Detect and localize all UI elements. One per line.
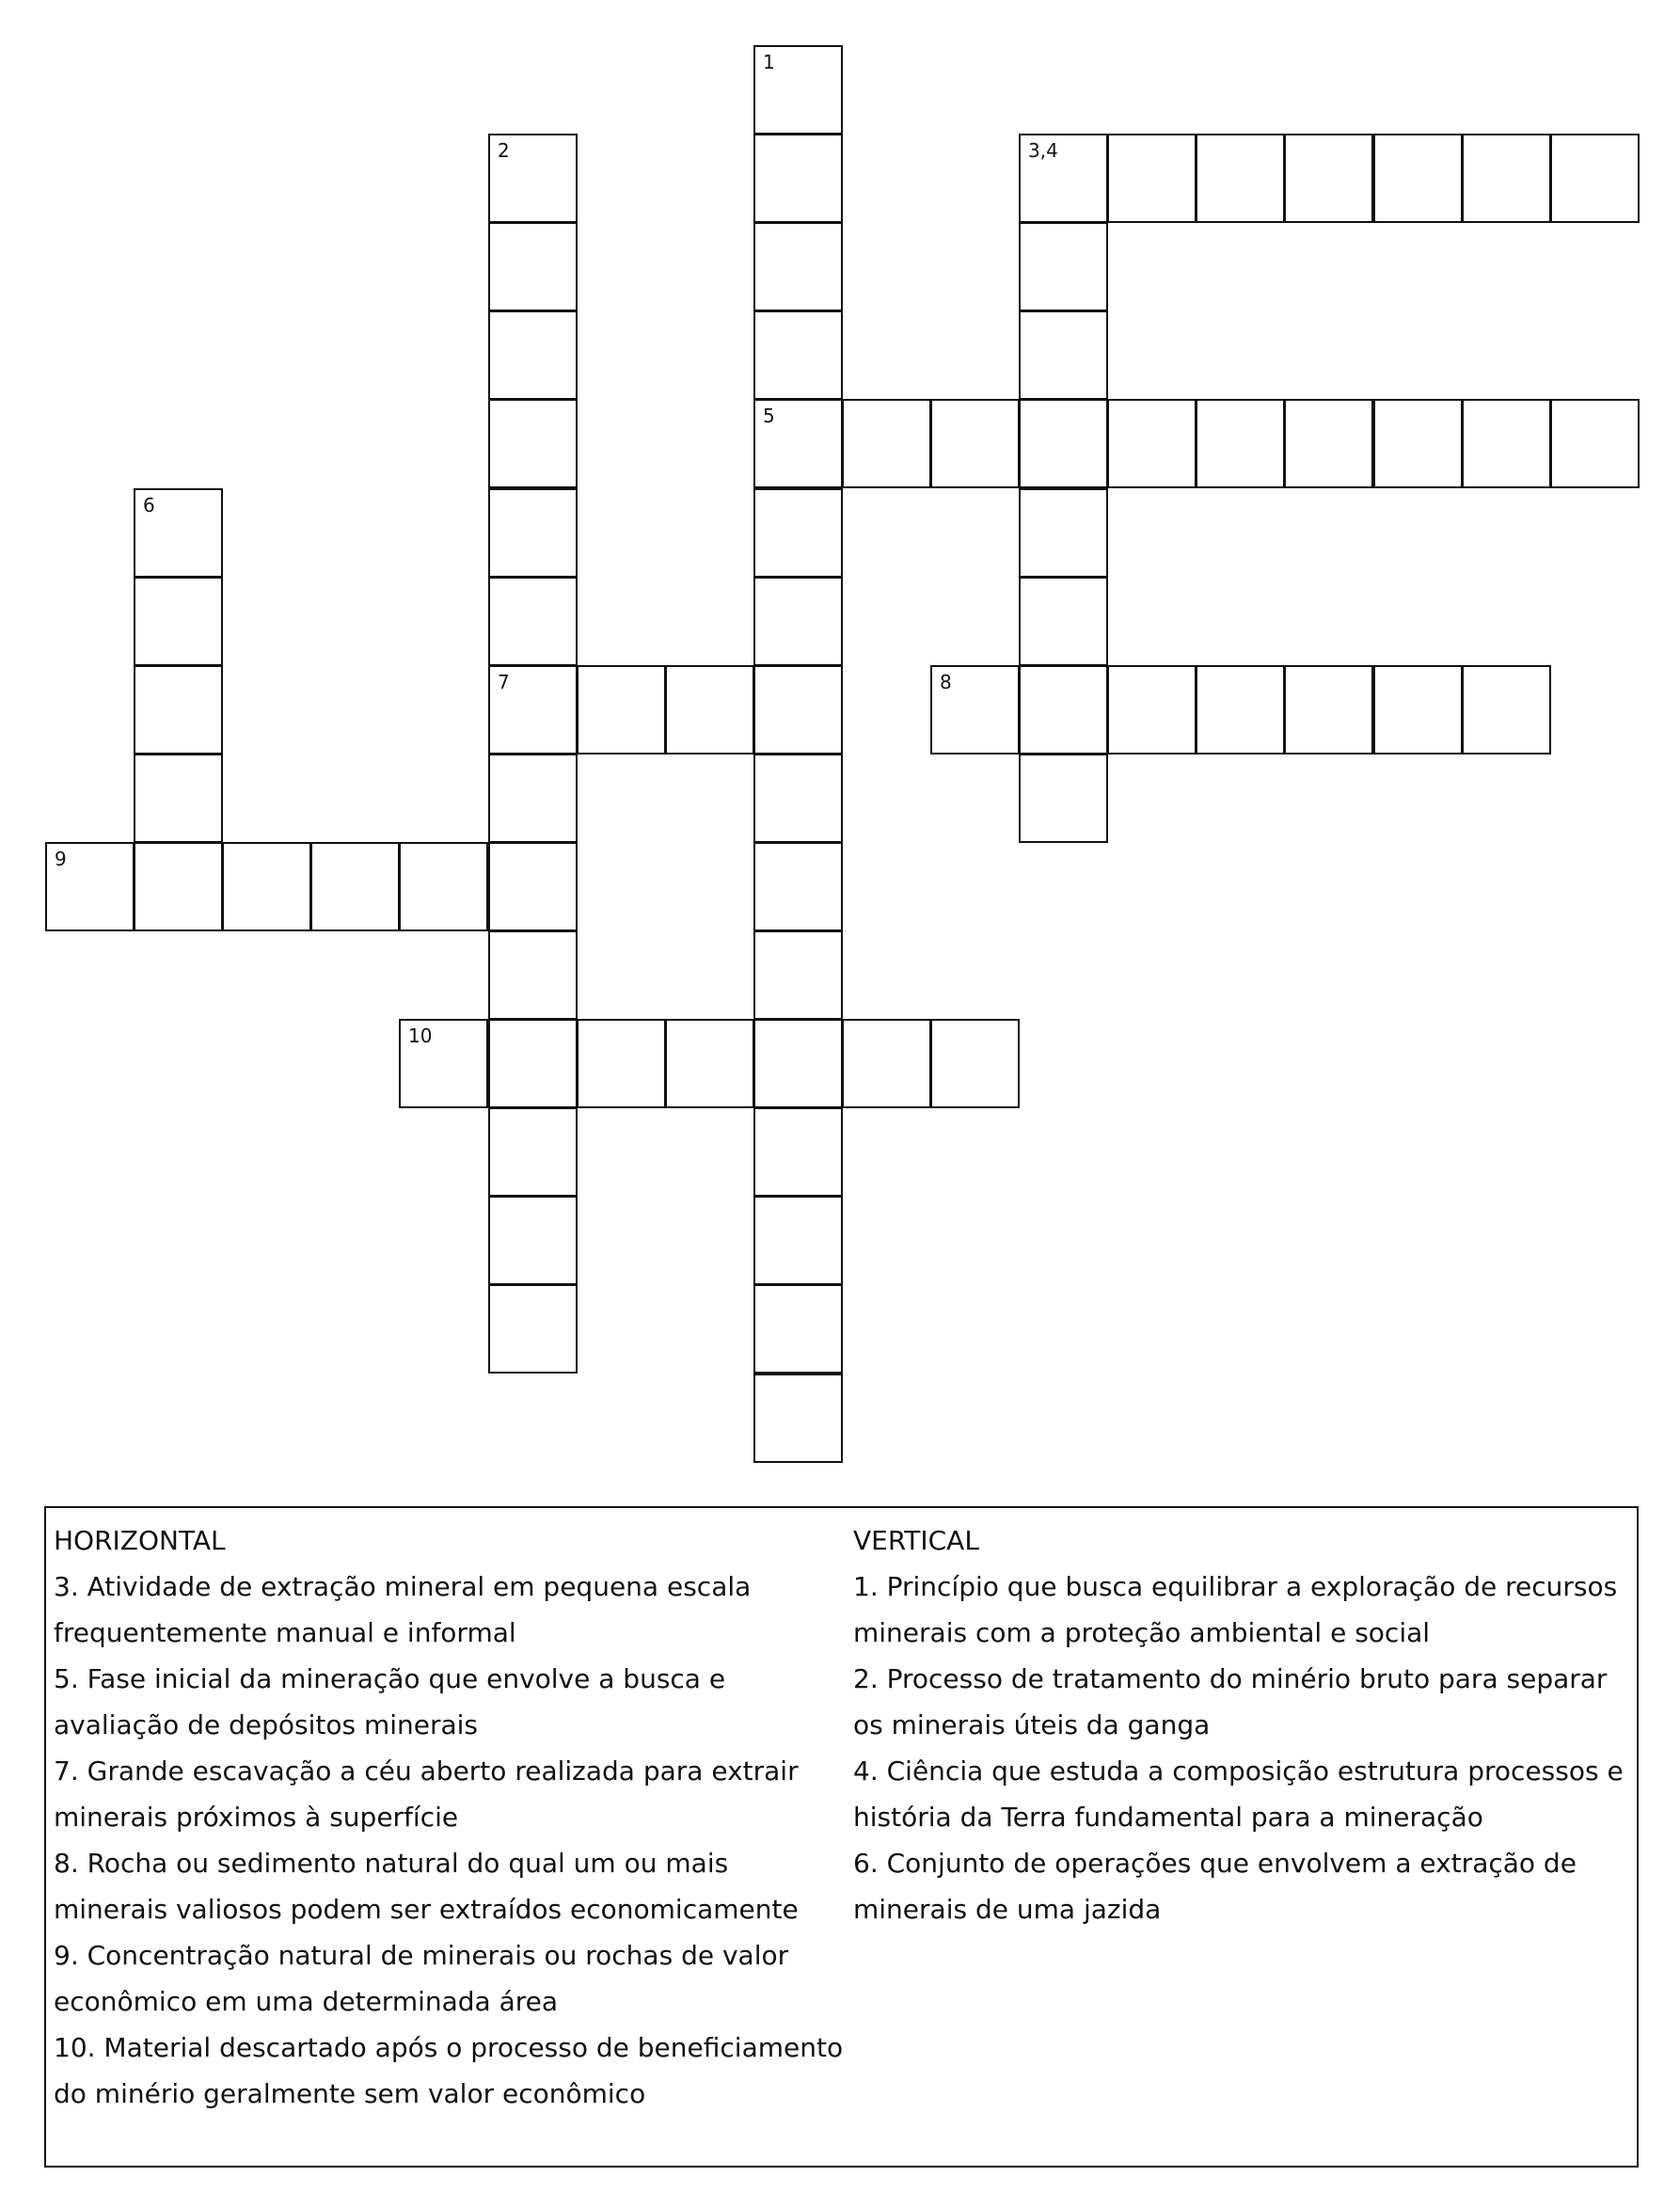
grid-cell[interactable] <box>1462 665 1551 755</box>
clue-number: 7 <box>498 671 510 693</box>
grid-cell[interactable] <box>1019 222 1108 311</box>
clue-number: 5 <box>763 405 775 427</box>
grid-cell[interactable] <box>753 134 843 223</box>
grid-cell[interactable] <box>45 842 135 931</box>
grid-cell[interactable] <box>1019 577 1108 666</box>
clue-horizontal-5: 5. Fase inicial da mineração que envolve a busca e avaliação de depósitos minerais <box>54 1663 726 1740</box>
clue-number: 6 <box>143 494 155 516</box>
grid-cell[interactable] <box>753 842 843 931</box>
grid-cell[interactable] <box>753 310 843 400</box>
grid-cell[interactable] <box>488 222 578 311</box>
grid-cell[interactable] <box>1019 665 1108 755</box>
grid-cell[interactable] <box>134 577 223 666</box>
grid-cell[interactable] <box>665 1019 754 1108</box>
grid-cell[interactable] <box>930 399 1020 488</box>
grid-cell[interactable] <box>488 1107 578 1197</box>
grid-cell[interactable] <box>1462 399 1551 488</box>
grid-cell[interactable] <box>488 399 578 488</box>
grid-cell[interactable] <box>399 842 488 931</box>
grid-cell[interactable] <box>753 399 843 488</box>
grid-cell[interactable] <box>488 134 578 223</box>
clue-number: 3,4 <box>1028 139 1058 162</box>
grid-cell[interactable] <box>134 665 223 755</box>
clue-number: 1 <box>763 51 775 73</box>
grid-cell[interactable] <box>222 842 311 931</box>
clue-number: 8 <box>940 671 952 693</box>
grid-cell[interactable] <box>1373 665 1463 755</box>
grid-cell[interactable] <box>488 310 578 400</box>
grid-cell[interactable] <box>842 399 931 488</box>
clues-box <box>44 1506 1639 2168</box>
clue-vertical-6: 6. Conjunto de operações que envolvem a extração de minerais de uma jazida <box>853 1848 1577 1925</box>
grid-cell[interactable] <box>488 754 578 843</box>
grid-cell[interactable] <box>1284 665 1373 755</box>
grid-cell[interactable] <box>753 488 843 578</box>
grid-cell[interactable] <box>1019 310 1108 400</box>
grid-cell[interactable] <box>1373 134 1463 223</box>
grid-cell[interactable] <box>753 577 843 666</box>
vertical-clues <box>853 1517 1634 1932</box>
grid-cell[interactable] <box>930 665 1020 755</box>
grid-cell[interactable] <box>753 45 843 135</box>
vertical-heading: VERTICAL <box>853 1525 979 1556</box>
grid-cell[interactable] <box>753 665 843 755</box>
grid-cell[interactable] <box>488 930 578 1020</box>
grid-cell[interactable] <box>842 1019 931 1108</box>
grid-cell[interactable] <box>1107 134 1197 223</box>
clue-horizontal-3: 3. Atividade de extração mineral em pequena escala frequentemente manual e informal <box>54 1571 752 1648</box>
grid-cell[interactable] <box>1196 399 1285 488</box>
grid-cell[interactable] <box>753 1107 843 1197</box>
grid-cell[interactable] <box>134 754 223 843</box>
grid-cell[interactable] <box>1019 754 1108 843</box>
grid-cell[interactable] <box>1373 399 1463 488</box>
grid-cell[interactable] <box>488 842 578 931</box>
horizontal-clues <box>54 1517 844 2117</box>
grid-cell[interactable] <box>1462 134 1551 223</box>
clue-number: 2 <box>498 139 510 162</box>
grid-cell[interactable] <box>488 577 578 666</box>
grid-cell[interactable] <box>310 842 400 931</box>
clue-number: 9 <box>55 848 67 870</box>
grid-cell[interactable] <box>753 1019 843 1108</box>
grid-cell[interactable] <box>1196 134 1285 223</box>
grid-cell[interactable] <box>753 1284 843 1374</box>
clue-horizontal-9: 9. Concentração natural de minerais ou rochas de valor econômico em uma determinada área <box>54 1940 789 2017</box>
clue-horizontal-10: 10. Material descartado após o processo de beneficiamento do minério geralmente sem valor econômico <box>54 2032 844 2109</box>
grid-cell[interactable] <box>488 1019 578 1108</box>
clue-vertical-4: 4. Ciência que estuda a composição estrutura processos e história da Terra fundamental para a mineração <box>853 1755 1624 1833</box>
grid-cell[interactable] <box>577 1019 666 1108</box>
grid-cell[interactable] <box>1019 399 1108 488</box>
grid-cell[interactable] <box>134 842 223 931</box>
grid-cell[interactable] <box>1550 399 1640 488</box>
grid-cell[interactable] <box>1019 134 1108 223</box>
grid-cell[interactable] <box>753 754 843 843</box>
grid-cell[interactable] <box>753 1196 843 1285</box>
grid-cell[interactable] <box>753 930 843 1020</box>
grid-cell[interactable] <box>488 1196 578 1285</box>
clue-horizontal-8: 8. Rocha ou sedimento natural do qual um ou mais minerais valiosos podem ser extraídos economicamente <box>54 1848 799 1925</box>
grid-cell[interactable] <box>488 1284 578 1374</box>
clue-number: 10 <box>408 1025 433 1047</box>
grid-cell[interactable] <box>399 1019 488 1108</box>
clue-horizontal-7: 7. Grande escavação a céu aberto realizada para extrair minerais próximos à superfície <box>54 1755 799 1833</box>
grid-cell[interactable] <box>1107 399 1197 488</box>
grid-cell[interactable] <box>665 665 754 755</box>
grid-cell[interactable] <box>1284 134 1373 223</box>
grid-cell[interactable] <box>1550 134 1640 223</box>
grid-cell[interactable] <box>488 488 578 578</box>
grid-cell[interactable] <box>753 1374 843 1463</box>
horizontal-heading: HORIZONTAL <box>54 1525 226 1556</box>
grid-cell[interactable] <box>1284 399 1373 488</box>
grid-cell[interactable] <box>577 665 666 755</box>
grid-cell[interactable] <box>930 1019 1020 1108</box>
clue-vertical-2: 2. Processo de tratamento do minério bruto para separar os minerais úteis da ganga <box>853 1663 1608 1740</box>
grid-cell[interactable] <box>1107 665 1197 755</box>
grid-cell[interactable] <box>753 222 843 311</box>
grid-cell[interactable] <box>134 488 223 578</box>
grid-cell[interactable] <box>1196 665 1285 755</box>
clue-vertical-1: 1. Princípio que busca equilibrar a exploração de recursos minerais com a proteção ambiental e social <box>853 1571 1618 1648</box>
grid-cell[interactable] <box>1019 488 1108 578</box>
grid-cell[interactable] <box>488 665 578 755</box>
